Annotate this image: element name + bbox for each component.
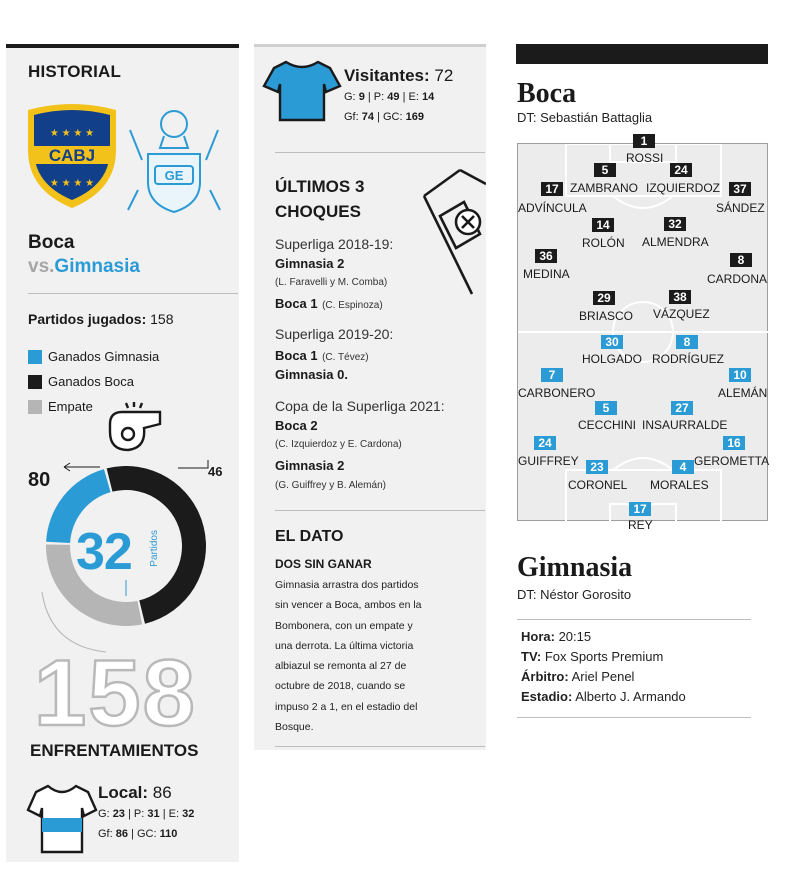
visitantes-stats-row1: G: 9 | P: 49 | E: 14 <box>344 91 435 103</box>
match1-scorers1: (L. Faravelli y M. Comba) <box>275 277 388 288</box>
top-rule <box>6 44 239 48</box>
match1-line2 <box>275 295 383 313</box>
lineup-pitch <box>517 134 770 532</box>
player-name: REY <box>628 518 653 532</box>
svg-text:★ ★ ★ ★: ★ ★ ★ ★ <box>49 178 95 189</box>
player-name: CARDONA <box>707 272 768 286</box>
svg-text:★ ★ ★ ★: ★ ★ ★ ★ <box>49 128 95 139</box>
ultimos-title <box>275 174 364 224</box>
player-name: VÁZQUEZ <box>653 307 710 321</box>
match3-team1: Boca 2 <box>275 418 318 433</box>
player-name: CARBONERO <box>518 386 596 400</box>
match2-line1 <box>275 347 369 365</box>
leader-boca <box>64 463 100 471</box>
partidos-value: 158 <box>150 311 174 327</box>
match1-scorers2: (C. Espinoza) <box>322 300 383 311</box>
matchup-away-name: Gimnasia <box>54 256 140 277</box>
home-shirt-icon <box>26 782 98 858</box>
player-name: ADVÍNCULA <box>518 201 587 215</box>
top-rule <box>254 44 486 47</box>
player-name: SÁNDEZ <box>716 201 765 215</box>
donut-chart <box>30 456 240 656</box>
away-shirt-icon <box>262 56 342 126</box>
legend-swatch <box>28 350 42 364</box>
player-name: ALEMÁN <box>718 386 768 400</box>
player-gim-aleman: 10 <box>729 366 751 384</box>
player-gim-rodriguez: 8 <box>676 333 698 351</box>
player-gim-gerometta: 16 <box>723 434 745 452</box>
player-name: ROLÓN <box>582 236 625 250</box>
legend-label: Empate <box>48 399 93 414</box>
legend-swatch <box>28 400 42 414</box>
info-hora: Hora: 20:15 <box>521 629 592 644</box>
player-gim-rey: 17 <box>629 500 651 518</box>
donut-label-empate: 46 <box>208 464 223 479</box>
match1-team2: Boca 1 <box>275 296 318 311</box>
partidos-label: Partidos jugados: <box>28 311 147 327</box>
divider <box>517 717 751 718</box>
visitantes-record <box>344 66 453 86</box>
match2-scorers1: (C. Tévez) <box>322 352 369 363</box>
vs-label: vs. <box>28 256 55 277</box>
divider <box>517 619 751 620</box>
player-gim-carbonero: 7 <box>541 366 563 384</box>
match3-season: Copa de la Superliga 2021: <box>275 398 445 414</box>
boca-crest-text: CABJ <box>48 146 96 165</box>
player-gim-guiffrey: 24 <box>534 434 556 452</box>
legend-label: Ganados Boca <box>48 374 135 389</box>
player-name: CORONEL <box>568 478 628 492</box>
pitch-icon <box>420 166 486 296</box>
donut-center-value: 32 <box>76 523 132 581</box>
divider <box>28 293 238 294</box>
match1-season: Superliga 2018-19: <box>275 236 394 252</box>
legend-swatch <box>28 375 42 389</box>
visitantes-value: 72 <box>434 66 454 85</box>
player-name: RODRÍGUEZ <box>652 352 724 366</box>
dato-title: EL DATO <box>275 528 344 545</box>
gimnasia-crest-text: GE <box>164 168 184 183</box>
boca-team-name: Boca <box>517 78 577 109</box>
player-boca-zambrano: 5 <box>594 161 616 179</box>
player-boca-briasco: 29 <box>593 289 615 307</box>
team-crests <box>24 100 234 220</box>
player-name: GEROMETTA <box>694 454 770 468</box>
player-boca-advincula: 17 <box>541 180 563 198</box>
player-name: INSAURRALDE <box>642 418 728 432</box>
leader-empate <box>178 460 208 468</box>
partidos-jugados <box>28 311 173 327</box>
historial-title: HISTORIAL <box>28 62 122 81</box>
player-name: IZQUIERDOZ <box>646 181 720 195</box>
player-name: MORALES <box>650 478 709 492</box>
lineup-header-bar <box>516 44 768 64</box>
legend-label: Ganados Gimnasia <box>48 349 160 364</box>
player-boca-izquierdoz: 24 <box>670 161 692 179</box>
enfrentamientos-label: ENFRENTAMIENTOS <box>30 741 199 760</box>
player-boca-cardona: 8 <box>730 251 752 269</box>
ultimos-title-line2: CHOQUES <box>275 202 361 221</box>
matchup-home: Boca <box>28 232 75 253</box>
match3-team2: Gimnasia 2 <box>275 458 345 473</box>
player-name: HOLGADO <box>582 352 643 366</box>
local-label: Local: <box>98 783 149 802</box>
player-name: ZAMBRANO <box>570 181 639 195</box>
gimnasia-coach: DT: Néstor Gorosito <box>517 587 632 602</box>
player-gim-cecchini: 5 <box>595 399 617 417</box>
legend-item-gimnasia <box>28 349 159 364</box>
donut-center-label: Partidos <box>149 530 160 567</box>
match3-scorers2: (G. Guiffrey y B. Alemán) <box>275 480 386 491</box>
info-estadio: Estadio: Alberto J. Armando <box>521 689 686 704</box>
player-boca-almendra: 32 <box>664 215 686 233</box>
info-tv: TV: Fox Sports Premium <box>521 649 664 664</box>
dato-subtitle: DOS SIN GANAR <box>275 557 372 571</box>
player-gim-insaurralde: 27 <box>671 399 693 417</box>
player-name: ROSSI <box>626 151 664 165</box>
gimnasia-team-name: Gimnasia <box>517 552 633 583</box>
boca-crest-icon <box>28 104 116 208</box>
match3-scorers1: (C. Izquierdoz y E. Cardona) <box>275 439 402 450</box>
player-gim-coronel: 23 <box>586 458 608 476</box>
player-boca-sandez: 37 <box>729 180 751 198</box>
total-enfrentamientos: 158 <box>34 640 197 745</box>
local-stats-row2: Gf: 86 | GC: 110 <box>98 828 178 840</box>
divider <box>275 152 485 153</box>
player-boca-rossi: 1 <box>633 132 655 150</box>
divider <box>275 510 485 511</box>
local-record <box>98 783 172 803</box>
legend-item-empate <box>28 399 93 414</box>
visitantes-stats-row2: Gf: 74 | GC: 169 <box>344 111 424 123</box>
ultimos-title-line1: ÚLTIMOS 3 <box>275 177 365 196</box>
match1-team1: Gimnasia 2 <box>275 256 345 271</box>
visitantes-label: Visitantes: <box>344 66 430 85</box>
whistle-icon <box>104 400 166 458</box>
player-boca-vazquez: 38 <box>669 288 691 306</box>
player-name: BRIASCO <box>579 309 634 323</box>
player-name: CECCHINI <box>578 418 637 432</box>
local-value: 86 <box>152 783 172 802</box>
player-boca-rolon: 14 <box>592 216 614 234</box>
player-boca-medina: 36 <box>535 247 557 265</box>
legend-item-boca <box>28 374 134 389</box>
matchup-away <box>28 256 140 278</box>
donut-label-boca: 80 <box>28 469 51 491</box>
player-gim-morales: 4 <box>672 458 694 476</box>
match2-season: Superliga 2019-20: <box>275 326 394 342</box>
player-gim-holgado: 30 <box>601 333 623 351</box>
local-stats-row1: G: 23 | P: 31 | E: 32 <box>98 808 195 820</box>
gimnasia-crest-icon <box>128 111 220 212</box>
match2-team2: Gimnasia 0. <box>275 367 348 382</box>
player-name: ALMENDRA <box>642 235 709 249</box>
info-arbitro: Árbitro: Ariel Penel <box>521 669 635 684</box>
player-name: GUIFFREY <box>518 454 579 468</box>
boca-coach: DT: Sebastián Battaglia <box>517 110 653 125</box>
divider <box>275 746 485 747</box>
match2-team1: Boca 1 <box>275 348 318 363</box>
player-name: MEDINA <box>523 267 570 281</box>
dato-body: Gimnasia arrastra dos partidos sin vencer a Boca, ambos en la Bombonera, con un empate y una derrota. La última victoria albiazul se remonta al 27 de octubre de 2018, cuando se impuso 2 a 1, en el estadio del Bosque. <box>275 579 422 734</box>
